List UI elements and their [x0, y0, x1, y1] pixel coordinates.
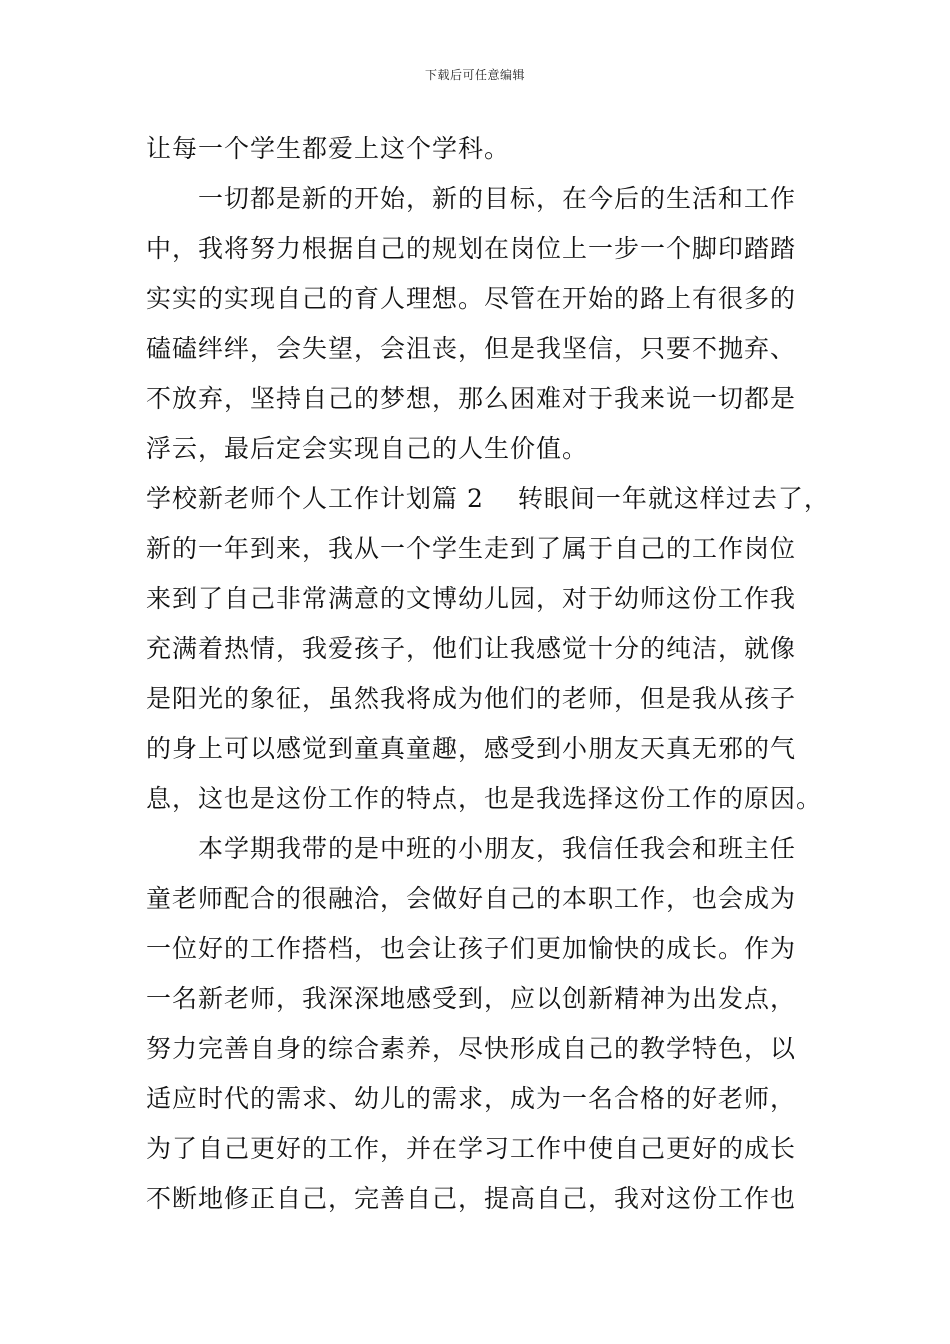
paragraph-start-line: 本学期我带的是中班的小朋友，我信任我会和班主任 — [198, 834, 797, 863]
text-line: 不断地修正自己，完善自己，提高自己，我对这份工作也 — [146, 1184, 797, 1213]
text-line: 实实的实现自己的育人理想。尽管在开始的路上有很多的 — [146, 284, 797, 313]
text-line: 为了自己更好的工作，并在学习工作中使自己更好的成长 — [146, 1134, 797, 1163]
text-line: 童老师配合的很融洽，会做好自己的本职工作，也会成为 — [146, 884, 797, 913]
text-line: 努力完善自身的综合素养，尽快形成自己的教学特色，以 — [146, 1034, 797, 1063]
text-line: 浮云，最后定会实现自己的人生价值。 — [146, 434, 589, 463]
text-line: 来到了自己非常满意的文博幼儿园，对于幼师这份工作我 — [146, 584, 797, 613]
section-heading-line — [146, 474, 830, 524]
section-heading: 学校新老师个人工作计划篇 2 — [146, 484, 484, 513]
text-line: 充满着热情，我爱孩子，他们让我感觉十分的纯洁，就像 — [146, 634, 797, 663]
paragraph-start-line: 一切都是新的开始，新的目标，在今后的生活和工作 — [198, 184, 797, 213]
text-line: 让每一个学生都爱上这个学科。 — [146, 134, 511, 163]
text-line: 磕磕绊绊，会失望，会沮丧，但是我坚信，只要不抛弃、 — [146, 334, 797, 363]
text-line: 是阳光的象征，虽然我将成为他们的老师，但是我从孩子 — [146, 684, 797, 713]
text-line: 新的一年到来，我从一个学生走到了属于自己的工作岗位 — [146, 534, 797, 563]
text-line: 一位好的工作搭档，也会让孩子们更加愉快的成长。作为 — [146, 934, 797, 963]
page-header-note: 下载后可任意编辑 — [424, 68, 525, 82]
text-line: 一名新老师，我深深地感受到，应以创新精神为出发点， — [146, 984, 797, 1013]
text-line: 息，这也是这份工作的特点，也是我选择这份工作的原因。 — [146, 784, 823, 813]
section-first-sentence: 转眼间一年就这样过去了， — [517, 484, 830, 513]
text-line: 的身上可以感觉到童真童趣，感受到小朋友天真无邪的气 — [146, 734, 797, 763]
text-line: 适应时代的需求、幼儿的需求，成为一名合格的好老师， — [146, 1084, 797, 1113]
text-line: 不放弃，坚持自己的梦想，那么困难对于我来说一切都是 — [146, 384, 797, 413]
text-line: 中，我将努力根据自己的规划在岗位上一步一个脚印踏踏 — [146, 234, 797, 263]
document-body — [146, 124, 830, 1224]
